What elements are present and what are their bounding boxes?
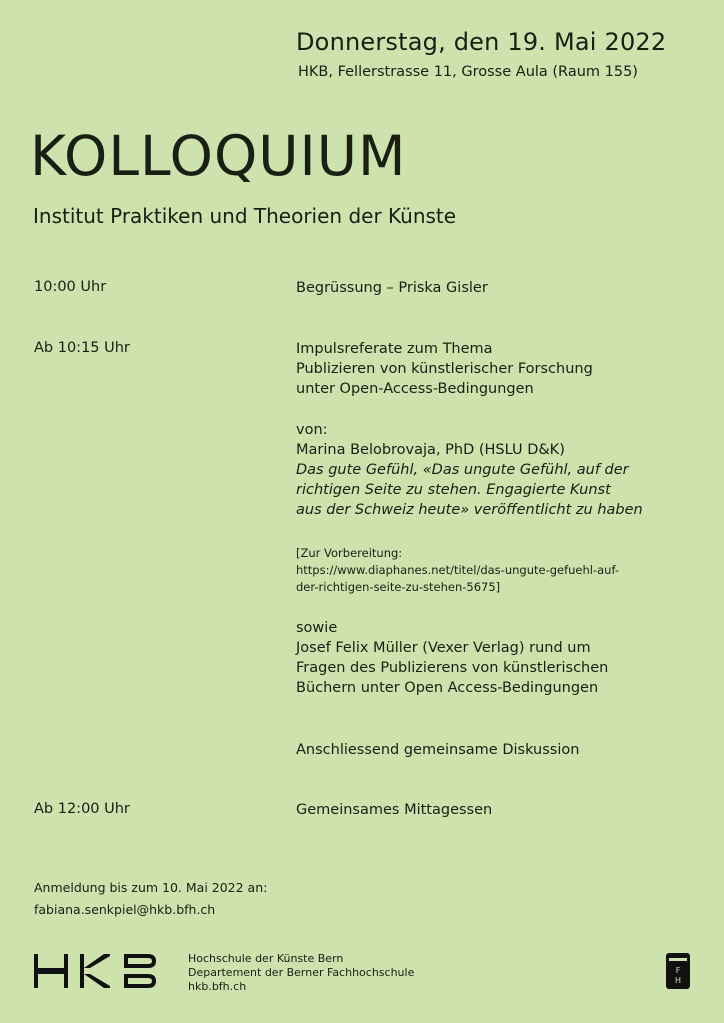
- footer-line: Hochschule der Künste Bern: [188, 952, 344, 965]
- program-text-3: Gemeinsames Mittagessen: [296, 802, 493, 818]
- bfh-letter: H: [674, 976, 682, 985]
- speaker2-block: [296, 618, 608, 698]
- speaker1-title-line: aus der Schweiz heute» veröffentlicht zu haben: [296, 502, 643, 518]
- footer-link[interactable]: hkb.bfh.ch: [188, 980, 247, 993]
- program-time-2: Ab 10:15 Uhr: [34, 340, 130, 356]
- program-text-1: Begrüssung – Priska Gisler: [296, 280, 488, 296]
- speaker2-line: Büchern unter Open Access-Bedingungen: [296, 680, 599, 696]
- preparation-note: [296, 545, 619, 596]
- topic-line: Impulsreferate zum Thema: [296, 341, 493, 357]
- speaker1-title-line: richtigen Seite zu stehen. Engagierte Kunst: [296, 482, 611, 498]
- prep-link-line[interactable]: der-richtigen-seite-zu-stehen-5675]: [296, 580, 501, 594]
- event-date: Donnerstag, den 19. Mai 2022: [296, 28, 667, 56]
- prep-link-line[interactable]: https://www.diaphanes.net/titel/das-ungute-gefuehl-auf-: [296, 563, 620, 577]
- speaker1-name: Marina Belobrovaja, PhD (HSLU D&K): [296, 442, 565, 458]
- discussion: Anschliessend gemeinsame Diskussion: [296, 742, 580, 758]
- registration: [34, 877, 267, 921]
- program-time-3: Ab 12:00 Uhr: [34, 801, 130, 817]
- bfh-logo-icon: [666, 953, 690, 989]
- footer-line: Departement der Berner Fachhochschule: [188, 966, 415, 979]
- program-topic: [296, 339, 593, 399]
- bfh-letter: F: [675, 966, 681, 975]
- speaker1-title-line: Das gute Gefühl, «Das ungute Gefühl, auf der: [296, 462, 629, 478]
- speaker2-line: Fragen des Publizierens von künstlerischen: [296, 660, 609, 676]
- event-venue: HKB, Fellerstrasse 11, Grosse Aula (Raum 155): [298, 64, 638, 80]
- by-label: von:: [296, 422, 328, 438]
- prep-line: [Zur Vorbereitung:: [296, 546, 403, 560]
- footer-institution: [188, 952, 414, 994]
- topic-line: unter Open-Access-Bedingungen: [296, 381, 534, 397]
- program-time-1: 10:00 Uhr: [34, 279, 107, 295]
- hkb-logo-icon: [34, 952, 158, 990]
- speaker1-block: [296, 420, 643, 520]
- page-title: KOLLOQUIUM: [30, 124, 407, 188]
- topic-line: Publizieren von künstlerischer Forschung: [296, 361, 593, 377]
- speaker2-line: Josef Felix Müller (Vexer Verlag) rund um: [296, 640, 591, 656]
- registration-label: Anmeldung bis zum 10. Mai 2022 an:: [34, 880, 268, 895]
- registration-email-link[interactable]: fabiana.senkpiel@hkb.bfh.ch: [34, 902, 216, 917]
- and-label: sowie: [296, 620, 338, 636]
- page-subtitle: Institut Praktiken und Theorien der Künste: [33, 204, 457, 228]
